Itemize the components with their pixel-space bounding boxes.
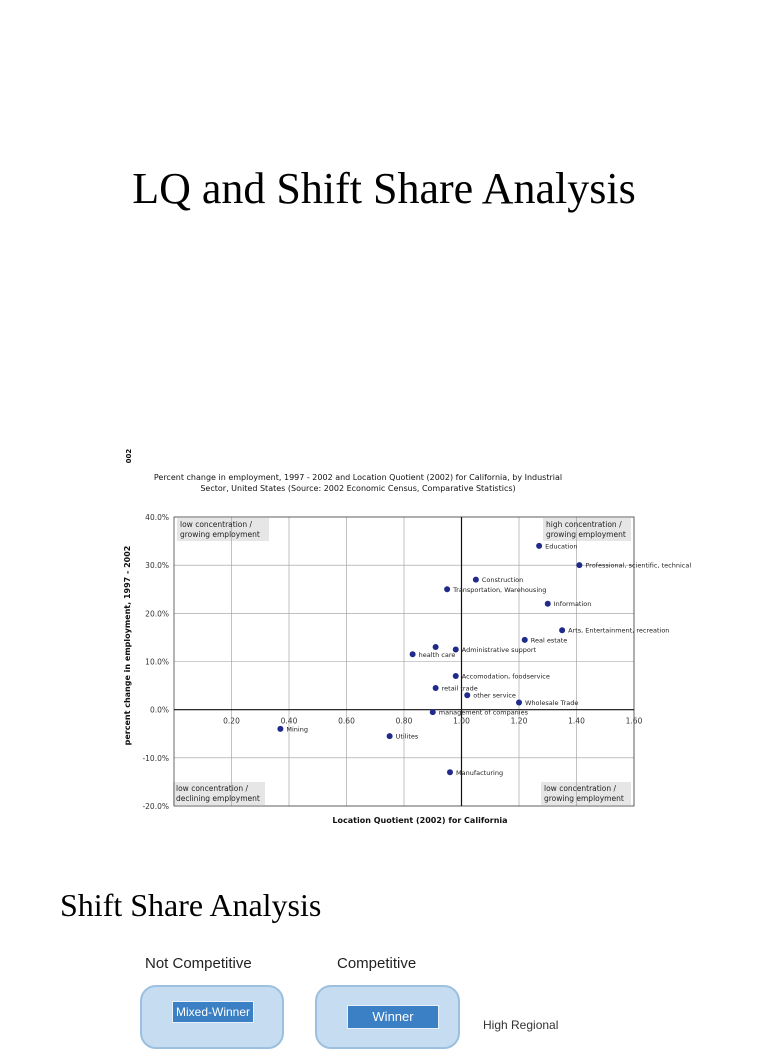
data-point-label: Professional, scientific, technical [585, 561, 692, 570]
axis-ticks [142, 513, 642, 811]
data-point [277, 726, 283, 732]
y-tick-label: -10.0% [142, 753, 169, 763]
quadrant-box-mixed-winner [140, 985, 284, 1049]
slide-title: LQ and Shift Share Analysis [132, 164, 636, 213]
data-point-label: Administrative support [461, 645, 537, 654]
column-label-not-competitive: Not Competitive [145, 955, 252, 972]
y-tick-label: 30.0% [145, 561, 169, 571]
data-point-label: Mining [286, 725, 308, 734]
data-point [516, 699, 522, 705]
x-axis-label: Location Quotient (2002) for California [332, 816, 508, 825]
side-label-high-regional: High Regional [483, 1018, 559, 1032]
x-tick-label: 1.40 [568, 716, 585, 726]
data-point [536, 543, 542, 549]
chart-grid [174, 517, 634, 806]
data-point [433, 685, 439, 691]
data-point-label: management of companies [438, 708, 528, 717]
data-point-label: Real estate [530, 636, 568, 645]
data-point [473, 577, 479, 583]
data-point-label: Transportation, Warehousing [453, 585, 547, 594]
y-tick-label: -20.0% [142, 802, 169, 811]
x-tick-label: 1.60 [625, 716, 643, 726]
data-point [410, 651, 416, 657]
data-point-label: Manufacturing [456, 768, 504, 777]
data-point [464, 692, 470, 698]
data-points [277, 542, 691, 776]
figure-margin-text: 002 [125, 448, 133, 464]
scatter-chart [118, 436, 692, 836]
x-tick-label: 0.80 [395, 716, 413, 726]
x-tick-label: 0.60 [338, 716, 355, 726]
quadrant-label-bottom-left: low concentration / [176, 784, 249, 793]
data-point [545, 601, 551, 607]
y-axis-label: percent change in employment, 1997 - 2002 [123, 545, 132, 746]
quadrant-chip-mixed-winner: Mixed-Winner [172, 1001, 254, 1023]
quadrant-label-bottom-right: growing employment [544, 794, 624, 803]
data-point [430, 709, 436, 715]
data-point-label: Arts, Entertainment, recreation [568, 626, 670, 635]
data-point-label: Utilites [395, 732, 419, 741]
section-subtitle: Shift Share Analysis [60, 887, 322, 923]
x-tick-label: 0.20 [223, 716, 240, 726]
quadrant-label-top-left: low concentration / [180, 520, 253, 529]
y-tick-label: 40.0% [145, 513, 169, 522]
data-point [576, 562, 582, 568]
data-point-label: health care [418, 650, 456, 659]
quadrant-label-bottom-right: low concentration / [544, 784, 617, 793]
data-point [522, 637, 528, 643]
quadrant-label-top-left: growing employment [180, 530, 260, 539]
data-point-label: retail trade [441, 684, 478, 693]
x-tick-label: 1.00 [453, 716, 470, 726]
y-tick-label: 0.0% [149, 705, 169, 715]
data-point [433, 644, 439, 650]
chart-title [154, 473, 562, 493]
quadrant-box-winner [315, 985, 460, 1049]
data-point-label: Accomodation, foodservice [461, 672, 550, 681]
data-point [444, 586, 450, 592]
data-point-label: Information [553, 600, 592, 609]
chart-title-line: Sector, United States (Source: 2002 Economic Census, Comparative Statistics) [200, 484, 516, 493]
data-point [387, 733, 393, 739]
data-point [453, 673, 459, 679]
data-point-label: Education [545, 542, 578, 551]
data-point-label: other service [473, 691, 516, 700]
data-point [559, 627, 565, 633]
chart-title-line: Percent change in employment, 1997 - 2002 and Location Quotient (2002) for California, by Industrial [153, 473, 563, 482]
x-tick-label: 0.40 [280, 716, 298, 726]
y-tick-label: 10.0% [145, 657, 169, 667]
y-tick-label: 20.0% [145, 609, 169, 619]
quadrant-label-bottom-left: declining employment [176, 794, 260, 803]
data-point-label: Wholesale Trade [525, 698, 579, 707]
quadrant-chip-winner: Winner [347, 1005, 439, 1029]
data-point [447, 769, 453, 775]
column-label-competitive: Competitive [337, 955, 417, 972]
x-tick-label: 1.20 [510, 716, 528, 726]
quadrant-label-top-right: high concentration / [546, 520, 622, 529]
quadrant-label-top-right: growing employment [546, 530, 626, 539]
data-point-label: Construction [481, 576, 524, 585]
